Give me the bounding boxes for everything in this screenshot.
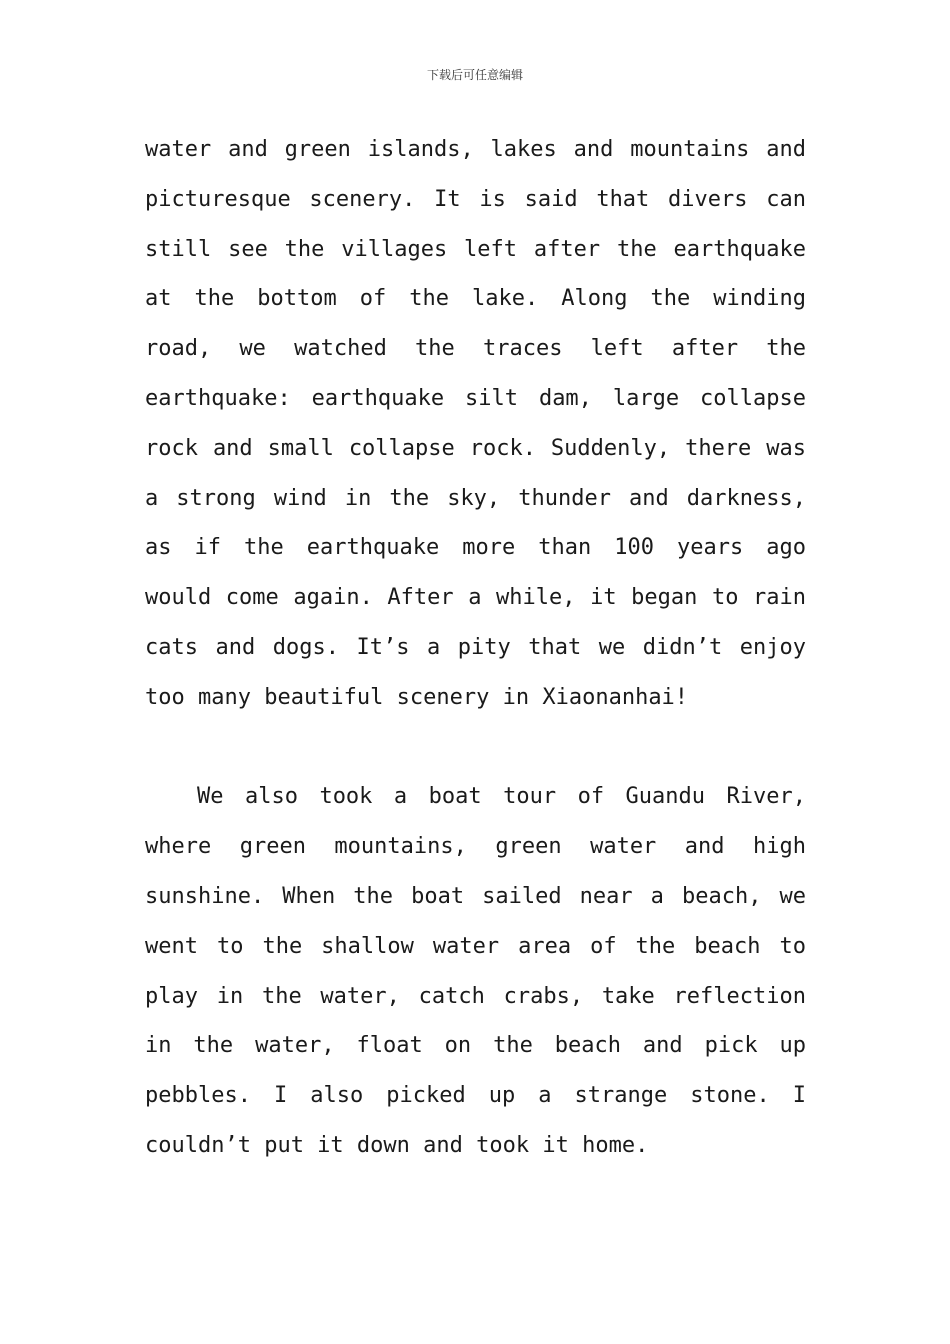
paragraph-guandu-river: We also took a boat tour of Guandu River, where green mountains, green water and high sunshine. When the boat sailed near a beach, we went to the shallow water area of the beach to play in the water, catch crabs, take reflection in the water, float on the beach and pick up pebbles. I also picked up a strange stone. I couldn’t put it down and took it home. — [145, 784, 806, 1158]
paragraph-xiaonanhai: water and green islands, lakes and mountains and picturesque scenery. It is said that divers can still see the villages left after the earthquake at the bottom of the lake. Along the winding road, we watched the traces left after the earthquake: earthquake silt dam, large collapse rock and small collapse rock. Suddenly, there was a strong wind in the sky, thunder and darkness, as if the earthquake more than 100 years ago would come again. After a while, it began to rain cats and dogs. It’s a pity that we didn’t enjoy too many beautiful scenery in Xiaonanhai! — [145, 137, 806, 710]
page-header-note: 下载后可任意编辑 — [426, 68, 523, 82]
document-body — [145, 125, 806, 1171]
